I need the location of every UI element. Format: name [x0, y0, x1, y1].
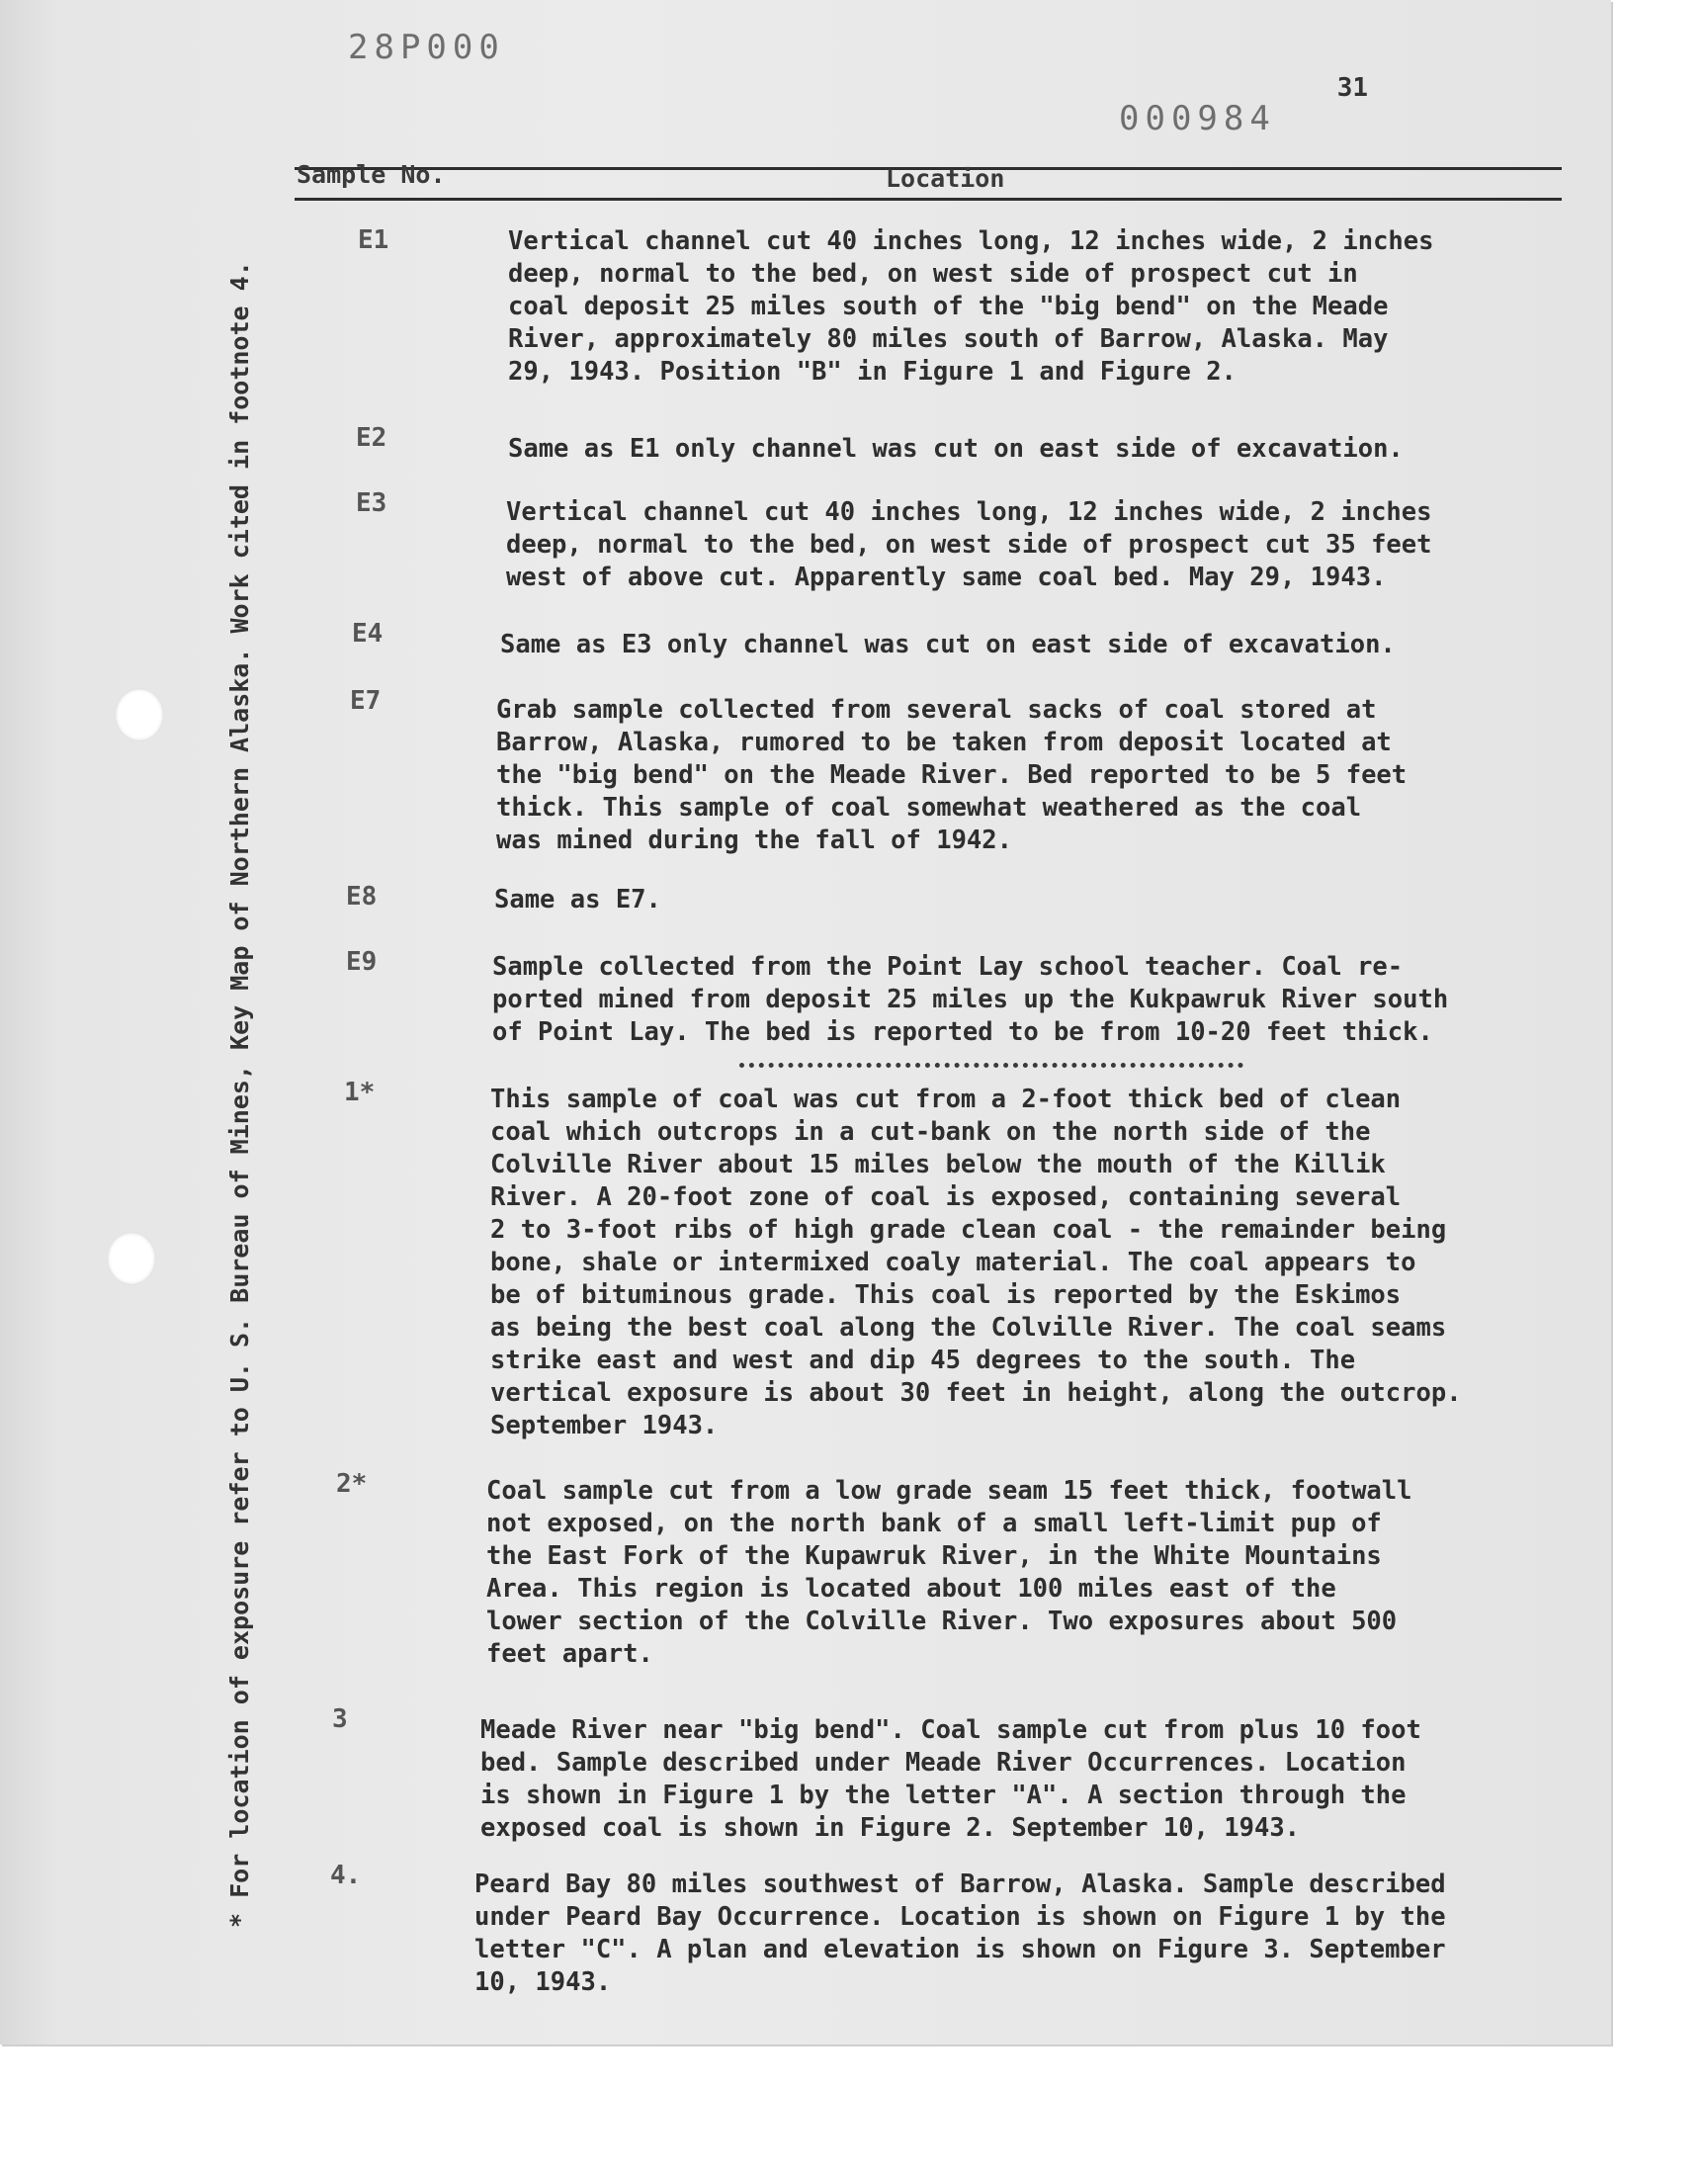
location-3: Meade River near "big bend". Coal sample cut from plus 10 foot bed. Sample described under Meade River Occurrences. Location is shown in Figure 1 by the letter "A". A section through the exposed coal is shown in Figure 2. September 10, 1943. — [480, 1715, 1421, 1843]
dotted-separator — [739, 1063, 1243, 1068]
sample-no-2: 2* — [336, 1469, 368, 1499]
location-1: This sample of coal was cut from a 2-foot thick bed of clean coal which outcrops in a cut-bank on the north side of the Colville River about 15 miles below the mouth of the Killik River. A 20-foot zone of coal is exposed, containing several 2 to 3-foot ribs of high grade clean coal - the remainder being bone, shale or intermixed coaly material. The coal appears to be of bituminous grade. This coal is reported by the Eskimos as being the best coal along the Colville River. The coal seams strike east and west and dip 45 degrees to the south. The vertical exposure is about 30 feet in height, along the outcrop. September 1943. — [490, 1085, 1462, 1440]
header-sample-no: Sample No. — [297, 160, 446, 189]
sample-no-e4: E4 — [352, 619, 384, 649]
location-4: Peard Bay 80 miles southwest of Barrow, Alaska. Sample described under Peard Bay Occurrence. Location is shown on Figure 1 by the letter "C". A plan and elevation is shown on Figure 3. September 10, 1943. — [474, 1870, 1446, 1997]
location-e9: Sample collected from the Point Lay school teacher. Coal re- ported mined from deposit 25 miles up the Kukpawruk River south of Point Lay. The bed is reported to be from 10-20 feet thick. — [492, 952, 1449, 1047]
sample-no-e7: E7 — [350, 686, 382, 716]
vertical-footnote: * For location of exposure refer to U. S. Bureau of Mines, Key Map of Northern Alaska. Work cited in footnote 4. — [225, 261, 254, 1928]
punch-hole — [115, 688, 164, 741]
location-e4: Same as E3 only channel was cut on east side of excavation. — [500, 630, 1396, 659]
header-location: Location — [886, 164, 1005, 193]
sample-no-e8: E8 — [346, 882, 378, 912]
location-e7: Grab sample collected from several sacks of coal stored at Barrow, Alaska, rumored to be taken from deposit located at the "big bend" on the Meade River. Bed reported to be 5 feet thick. This sample of coal somewhat weathered as the coal was mined during the fall of 1942. — [496, 695, 1408, 855]
sample-no-e2: E2 — [356, 423, 387, 453]
location-e1: Vertical channel cut 40 inches long, 12 inches wide, 2 inches deep, normal to the bed, on west side of prospect cut in coal deposit 25 miles south of the "big bend" on the Meade River, approximately 80 miles south of Barrow, Alaska. May 29, 1943. Position "B" in Figure 1 and Figure 2. — [508, 226, 1434, 387]
location-e2: Same as E1 only channel was cut on east side of excavation. — [508, 434, 1404, 464]
archive-stamp-top-left: 28P000 — [348, 28, 505, 67]
sample-no-e1: E1 — [358, 225, 389, 255]
sample-no-4: 4. — [330, 1861, 362, 1890]
punch-hole — [107, 1232, 156, 1285]
location-2: Coal sample cut from a low grade seam 15 feet thick, footwall not exposed, on the north bank of a small left-limit pup of the East Fork of the Kupawruk River, in the White Mountains Area. This region is located about 100 miles east of the lower section of the Colville River. Two exposures about 500 feet apart. — [486, 1476, 1412, 1669]
archive-stamp-top-right: 000984 — [1119, 99, 1276, 138]
sample-no-3: 3 — [332, 1704, 348, 1734]
page-number: 31 — [1336, 73, 1368, 103]
sample-no-1: 1* — [344, 1078, 376, 1107]
location-e8: Same as E7. — [494, 885, 661, 914]
header-bottom-rule — [295, 198, 1562, 201]
sample-no-e3: E3 — [356, 488, 387, 518]
location-e3: Vertical channel cut 40 inches long, 12 inches wide, 2 inches deep, normal to the bed, on west side of prospect cut 35 feet west of above cut. Apparently same coal bed. May 29, 1943. — [506, 497, 1432, 592]
sample-no-e9: E9 — [346, 947, 378, 977]
